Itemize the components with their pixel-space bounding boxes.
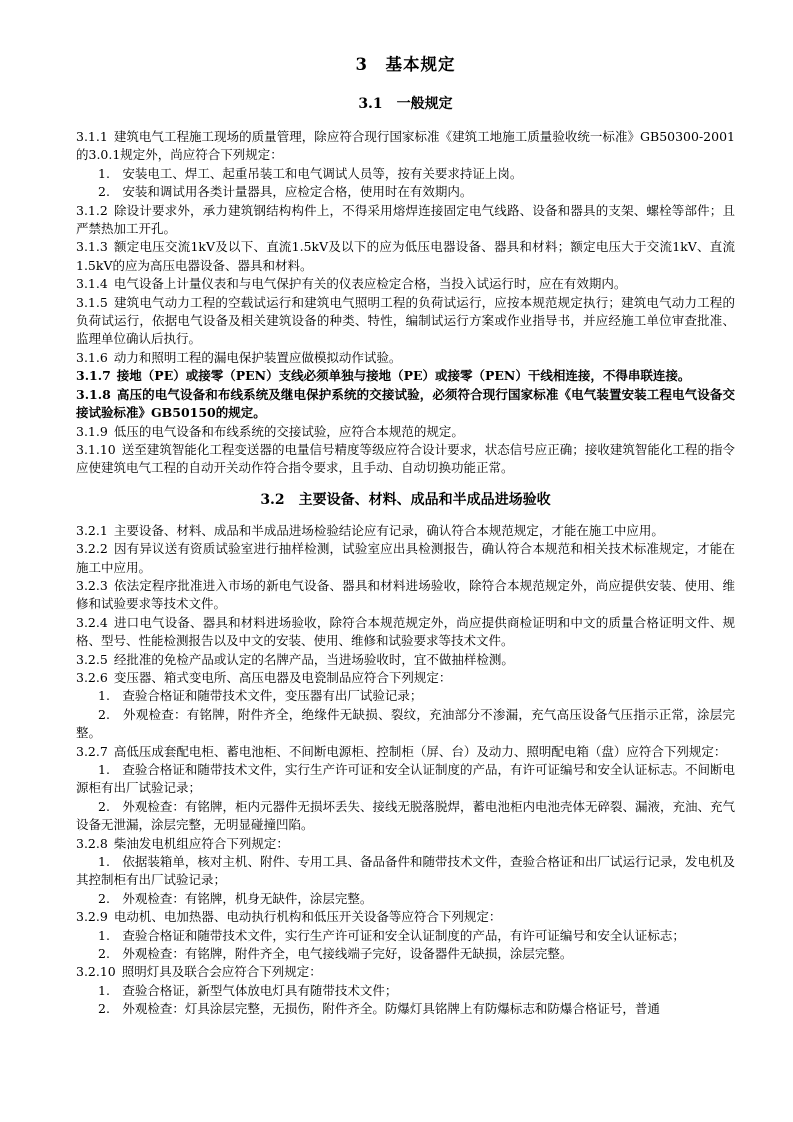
clause-paragraph [76, 423, 735, 441]
list-item: 2. 安装和调试用各类计量器具，应检定合格，使用时在有效期内。 [98, 184, 473, 200]
clause-number: 3.1.1 [76, 129, 108, 144]
clause-paragraph [76, 743, 735, 761]
clause-text: 电动机、电加热器、电动执行机构和低压开关设备等应符合下列规定： [113, 909, 502, 925]
list-item: 2. 外观检查：有铭牌，附件齐全，电气接线端子完好，设备器件无缺损，涂层完整。 [98, 946, 573, 962]
clause-paragraph [76, 651, 735, 669]
clause-number: 3.1.7 [76, 368, 111, 384]
clause-paragraph [76, 522, 735, 540]
clause-paragraph [76, 577, 735, 614]
clause-text: 因有异议送有资质试验室进行抽样检测，试验室应出具检测报告，确认符合本规范和相关技术标准规定，才能在施工中应用。 [76, 541, 735, 575]
clause-paragraph [76, 540, 735, 577]
clause-text: 高低压成套配电柜、蓄电池柜、不间断电源柜、控制柜（屏、台）及动力、照明配电箱（盘）应符合下列规定： [113, 743, 727, 759]
clause-paragraph [76, 238, 735, 275]
clause-paragraph [76, 275, 735, 293]
clause-number: 3.1.8 [76, 386, 111, 402]
clause-text: 经批准的免检产品或认定的名牌产品，当进场验收时，宜不做抽样检测。 [113, 651, 514, 667]
clause-number: 3.2.2 [76, 541, 108, 557]
clause-text: 额定电压交流1kV及以下、直流1.5kV及以下的应为低压电器设备、器具和材料；额定电压大于交流1kV、直流1.5kV的应为高压电器设备、器具和材料。 [76, 239, 735, 273]
clause-number: 3.1.6 [76, 349, 108, 365]
clause-text: 主要设备、材料、成品和半成品进场检验结论应有记录，确认符合本规范规定，才能在施工中应用。 [113, 522, 664, 538]
clause-paragraph [76, 294, 735, 349]
clause-text: 送至建筑智能化工程变送器的电量信号精度等级应符合设计要求，状态信号应正确；接收建筑智能化工程的指令应使建筑电气工程的自动开关动作符合指令要求，且手动、自动切换功能正常。 [76, 441, 735, 476]
list-item: 1. 查验合格证和随带技术文件，实行生产许可证和安全认证制度的产品，有许可证编号和安全认证标志。不间断电源柜有出厂试验记录； [76, 762, 735, 796]
section-title-3-2: 3.2 主要设备、材料、成品和半成品进场验收 [260, 491, 551, 508]
clause-text: 动力和照明工程的漏电保护装置应做模拟动作试验。 [113, 349, 402, 365]
clause-paragraph [76, 614, 735, 651]
clause-paragraph [76, 963, 735, 981]
chapter-title: 3 基本规定 [355, 55, 456, 74]
clause-text: 进口电气设备、器具和材料进场验收，除符合本规范规定外，尚应提供商检证明和中文的质量合格证明文件、规格、型号、性能检测报告以及中文的安装、使用、维修和试验要求等技术文件。 [76, 614, 735, 649]
clause-text: 变压器、箱式变电所、高压电器及电瓷制品应符合下列规定： [113, 669, 452, 685]
clause-number: 3.2.7 [76, 743, 108, 759]
clause-text: 建筑电气动力工程的空载试运行和建筑电气照明工程的负荷试运行，应按本规范规定执行；建筑电气动力工程的负荷试运行，依据电气设备及相关建筑设备的种类、特性，编制试运行方案或作业指导书，并应经施工单位审查批准、监理单位确认后执行。 [76, 294, 735, 347]
clause-paragraph [76, 669, 735, 687]
clause-text: 依法定程序批准进入市场的新电气设备、器具和材料进场验收，除符合本规范规定外，尚应提供安装、使用、维修和试验要求等技术文件。 [76, 577, 735, 612]
list-item: 2. 外观检查：有铭牌，柜内元器件无损坏丢失、接线无脱落脱焊，蓄电池柜内电池壳体无碎裂、漏液，充油、充气设备无泄漏，涂层完整，无明显碰撞凹陷。 [76, 798, 735, 833]
list-item: 2. 外观检查：有铭牌，附件齐全，绝缘件无缺损、裂纹，充油部分不渗漏，充气高压设备气压指示正常，涂层完整。 [76, 706, 735, 741]
clause-paragraph [76, 835, 735, 853]
clause-number: 3.2.9 [76, 909, 108, 925]
clause-text: 建筑电气工程施工现场的质量管理，除应符合现行国家标准《建筑工地施工质量验收统一标准》GB50300-2001的3.0.1规定外，尚应符合下列规定： [76, 129, 735, 163]
section-3-2-body [76, 522, 735, 1019]
clause-number: 3.1.10 [76, 441, 116, 457]
clause-number: 3.2.5 [76, 651, 108, 667]
clause-paragraph [76, 908, 735, 926]
list-item: 2. 外观检查：有铭牌，机身无缺件，涂层完整。 [98, 890, 373, 906]
list-item: 1. 查验合格证和随带技术文件，变压器有出厂试验记录； [98, 688, 423, 704]
clause-paragraph [76, 202, 735, 239]
clause-text: 除设计要求外，承力建筑钢结构构件上，不得采用熔焊连接固定电气线路、设备和器具的支架、螺栓等部件；且严禁热加工开孔。 [76, 202, 735, 237]
section-title-3-1: 3.1 一般规定 [358, 96, 453, 112]
clause-text: 高压的电气设备和布线系统及继电保护系统的交接试验，必须符合现行国家标准《电气装置安装工程电气设备交接试验标准》GB50150的规定。 [76, 386, 735, 421]
clause-number: 3.2.4 [76, 614, 108, 630]
clause-paragraph [76, 128, 735, 165]
clause-number: 3.2.3 [76, 577, 108, 593]
clause-text: 照明灯具及联合会应符合下列规定： [121, 964, 322, 980]
clause-number: 3.2.1 [76, 522, 108, 538]
list-item: 2. 外观检查：灯具涂层完整，无损伤，附件齐全。防爆灯具铭牌上有防爆标志和防爆合格证号，普通 [98, 1001, 660, 1017]
clause-number: 3.1.5 [76, 294, 108, 310]
clause-number: 3.1.3 [76, 239, 108, 255]
clause-paragraph [76, 349, 735, 367]
clause-text: 电气设备上计量仪表和与电气保护有关的仪表应检定合格，当投入试运行时，应在有效期内。 [113, 276, 627, 292]
clause-number: 3.2.8 [76, 835, 108, 851]
clause-number: 3.1.2 [76, 202, 108, 218]
clause-number: 3.2.10 [76, 964, 116, 980]
list-item: 1. 查验合格证和随带技术文件，实行生产许可证和安全认证制度的产品，有许可证编号和安全认证标志； [98, 927, 685, 943]
clause-text: 低压的电气设备和布线系统的交接试验，应符合本规范的规定。 [113, 423, 464, 439]
clause-text: 接地（PE）或接零（PEN）支线必须单独与接地（PE）或接零（PEN）干线相连接，不得串联连接。 [116, 368, 691, 384]
section-3-1-body [76, 128, 735, 478]
clause-number: 3.2.6 [76, 669, 108, 685]
list-item: 1. 安装电工、焊工、起重吊装工和电气调试人员等，按有关要求持证上岗。 [98, 165, 523, 181]
clause-number: 3.1.9 [76, 423, 108, 439]
clause-paragraph [76, 386, 735, 423]
clause-number: 3.1.4 [76, 276, 108, 292]
clause-paragraph [76, 441, 735, 478]
list-item: 1. 依据装箱单，核对主机、附件、专用工具、备品备件和随带技术文件，查验合格证和出厂试运行记录，发电机及其控制柜有出厂试验记录； [76, 854, 735, 888]
clause-paragraph [76, 367, 735, 385]
list-item: 1. 查验合格证，新型气体放电灯具有随带技术文件； [98, 982, 398, 998]
clause-text: 柴油发电机组应符合下列规定： [113, 835, 289, 851]
